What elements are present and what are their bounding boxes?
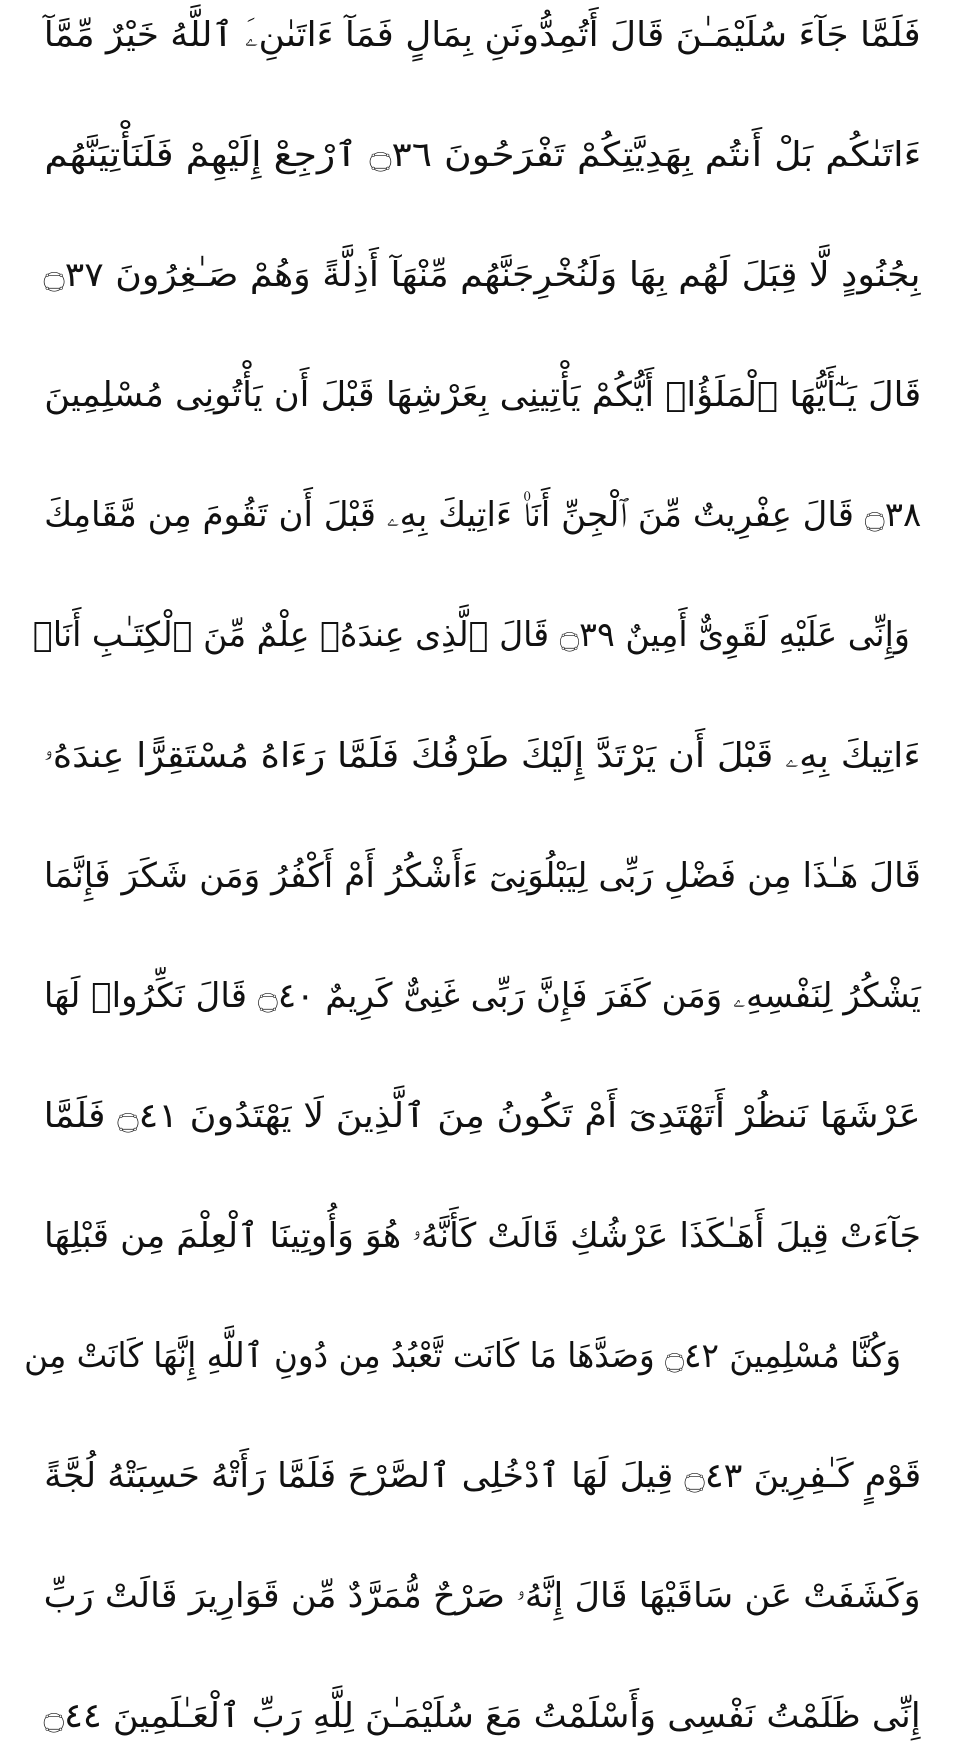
quran-line-text: وَكَشَفَتْ عَن سَاقَيْهَا قَالَ إِنَّهُۥ صَرْحٌ مُّمَرَّدٌ مِّن قَوَارِيرَ قَالَتْ رَبِّ [43,1576,922,1617]
quran-line [44,375,921,416]
quran-line-text: وَكُنَّا مُسْلِمِينَ ۝٤٢ وَصَدَّهَا مَا كَانَت تَّعْبُدُ مِن دُونِ ٱللَّهِ إِنَّهَا كَانَتْ مِن [23,1336,901,1377]
quran-line [43,1095,922,1136]
quran-line [43,855,922,896]
quran-line-text: فَلَمَّا جَآءَ سُلَيْمَـٰنَ قَالَ أَتُمِدُّونَنِ بِمَالٍ فَمَآ ءَاتَىٰنِۦَ ٱللَّهُ خَيْرٌ مِّمَّآ [44,15,921,55]
quran-line [44,15,921,55]
quran-line [43,255,921,296]
quran-line [43,1456,922,1497]
quran-line-text: بِجُنُودٍ لَّا قِبَلَ لَهُم بِهَا وَلَنُخْرِجَنَّهُم مِّنْهَآ أَذِلَّةً وَهُمْ صَـٰغِرُونَ ۝٣٧ [43,255,921,296]
quran-line [23,1336,921,1377]
quran-line [43,495,921,536]
quran-line-text: يَشْكُرُ لِنَفْسِهِۦ وَمَن كَفَرَ فَإِنَّ رَبِّى غَنِىٌّ كَرِيمٌ ۝٤٠ قَالَ نَكِّرُوا۟ لَهَا [43,975,921,1016]
quran-line-text: عَرْشَهَا نَنظُرْ أَتَهْتَدِىٓ أَمْ تَكُونُ مِنَ ٱلَّذِينَ لَا يَهْتَدُونَ ۝٤١ فَلَمَّا [43,1095,922,1136]
quran-line-text: قَوْمٍ كَـٰفِرِينَ ۝٤٣ قِيلَ لَهَا ٱدْخُلِى ٱلصَّرْحَ فَلَمَّا رَأَتْهُ حَسِبَتْهُ لُجَّةً [43,1456,922,1497]
quran-line-text: إِنِّى ظَلَمْتُ نَفْسِى وَأَسْلَمْتُ مَعَ سُلَيْمَـٰنَ لِلَّهِ رَبِّ ٱلْعَـٰلَمِينَ ۝٤٤ [43,1696,922,1737]
quran-line-text: ۝٣٨ قَالَ عِفْرِيتٌ مِّنَ ٱلْجِنِّ أَنَا۠ ءَاتِيكَ بِهِۦ قَبْلَ أَن تَقُومَ مِن مَّقَامِكَ [43,495,921,536]
quran-line [33,615,921,656]
quran-line [43,735,922,776]
quran-line [43,1215,922,1256]
quran-line [43,975,921,1016]
quran-line-text: وَإِنِّى عَلَيْهِ لَقَوِىٌّ أَمِينٌ ۝٣٩ قَالَ ٱلَّذِى عِندَهُۥ عِلْمٌ مِّنَ ٱلْكِتَـٰبِ أَنَا۠ [33,615,911,656]
quran-line [43,1576,922,1617]
quran-line-text: ءَاتِيكَ بِهِۦ قَبْلَ أَن يَرْتَدَّ إِلَيْكَ طَرْفُكَ فَلَمَّا رَءَاهُ مُسْتَقِرًّا عِندَهُۥ [43,735,922,776]
quran-line-text: قَالَ هَـٰذَا مِن فَضْلِ رَبِّى لِيَبْلُوَنِىٓ ءَأَشْكُرُ أَمْ أَكْفُرُ وَمَن شَكَرَ فَإِنَّمَا [43,855,922,896]
quran-line [43,135,922,176]
quran-line [43,1696,922,1737]
quran-line-text: قَالَ يَـٰٓأَيُّهَا ٱلْمَلَؤُا۟ أَيُّكُمْ يَأْتِينِى بِعَرْشِهَا قَبْلَ أَن يَأْتُونِى مُسْلِمِينَ [44,375,921,416]
quran-line-text: ءَاتَىٰكُم بَلْ أَنتُم بِهَدِيَّتِكُمْ تَفْرَحُونَ ۝٣٦ ٱرْجِعْ إِلَيْهِمْ فَلَنَأْتِيَنَّهُم [43,135,922,176]
quran-line-text: جَآءَتْ قِيلَ أَهَـٰكَذَا عَرْشُكِ قَالَتْ كَأَنَّهُۥ هُوَ وَأُوتِينَا ٱلْعِلْمَ مِن قَبْلِهَا [43,1215,922,1256]
